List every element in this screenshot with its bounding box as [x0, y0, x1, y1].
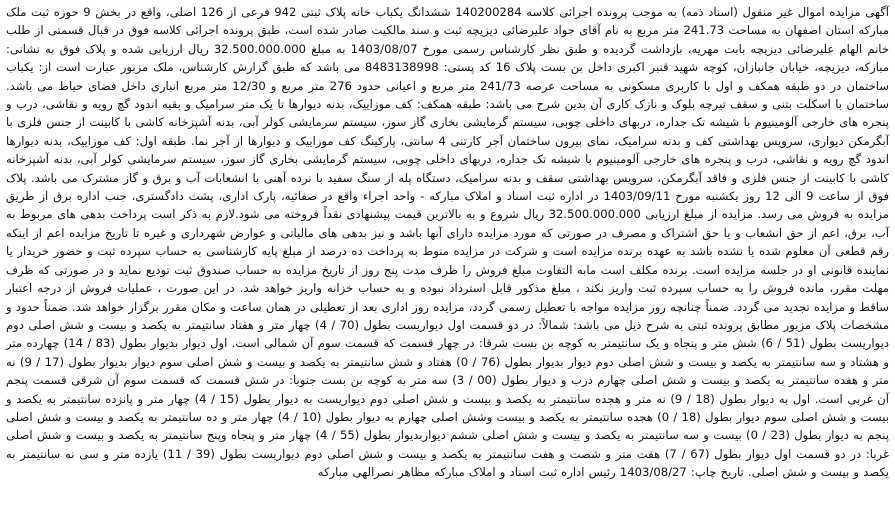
auction-notice-text: آگهی مزایده اموال غیر منقول (اسناد ذمه) به موجب پرونده اجرائی کلاسه 140200284 ششدانگ یکباب خانه پلاک ثبتی 942 فرعی از 126 اصلی، واقع در بخش 9 حوزه ثبت ملک مبارکه استان اصفهان به مساحت 241.73 متر مربع به نام آقای جواد علیرضائی دیزیچه ثبت و سند مالکیت صادر شده است، طبق پرونده اجرائی کلاسه فوق در قبال قسمتی از طلب خانم الهام علیرضائی دیزیچه بابت مهریه، بازداشت گردیده و طبق نظر کارشناس رسمی مورخ 1403/08/07 به مبلغ 32.500.000.000 ریال ارزیابی شده و پلاک فوق به نشانی: مبارکه، دیزیچه، خیابان جانبازان، کوچه شهید قنبر اکبری داخل بن بست پلاک 16 کد پستی: 8483138998 می باشد که طبق گزارش کارشناس، ملک مزبور عبارت است از: یکباب ساختمان در دو طبقه همکف و اول با کاربری مسکونی به مساحت عرصه 241/73 متر مربع و اعیانی حدود 276 متر مربع و 12/30 متر مربع انباری داخل فضای حیاط می باشد. ساختمان با اسکلت بتنی و سقف تیرچه بلوک و نازک کاری آن بدین شرح می باشد: طبقه همکف: کف موزاییک، بدنه دیوارها تا یک متر سرامیک و بقیه اندود گچ رویه و نقاشی، درب و پنجره های خارجی آلومینیوم با شیشه تک جداره، دربهای داخلی چوبی، سیستم گرمایشی بخاری گاز سوز، سیستم سرمایشی کولر آبی، بدنه آشپزخانه کاشی با کابینت از جنس فلزی با آبگرمکن دیواری، سرویس بهداشتی کف و بدنه سرامیک، نمای بیرون ساختمان آجر کارتنی 4 سانتی، پارکینگ کف موزاییک و دیوارها از آجر نما. طبقه اول: کف موزاییک، بدنه دیوارها اندود گچ رویه و نقاشی، درب و پنجره های خارجی آلومینیوم با شیشه تک جداره، دربهای داخلی چوبی، سیستم گرمایشی بخاری گاز سوز، سیستم سرمایشی کولر آبی، بدنه آشپزخانه کاشی با کابینت از جنس فلزی و فاقد آبگرمکن، سرویس بهداشتی سقف و بدنه سرامیک، دستگاه پله از سنگ سفید با نرده آهنی با انشعابات آب و برق و گاز مشترک می باشد. پلاک فوق از ساعت 9 الی 12 روز یکشنبه مورخ 1403/09/11 در اداره ثبت اسناد و املاک مبارکه - واحد اجراء واقع در صفائیه، پارک اداری، پشت دادگستری، جنب اداره برق از طریق مزایده به فروش می رسد. مزایده از مبلغ ارزیابی 32.500.000.000 ریال شروع و به بالاترین قیمت پیشنهادی نقداً فروخته می شود.لازم به ذکر است پرداخت بدهی های مربوط به آب، برق، اعم از حق انشعاب و یا حق اشتراک و مصرف در صورتی که مورد مزایده دارای آنها باشد و نیز بدهی های مالیاتی و عوارض شهرداری و غیره تا تاریخ مزایده اعم از اینکه رقم قطعی آن معلوم شده یا نشده باشد به عهده برنده مزایده است و شرکت در مزایده منوط به پرداخت ده درصد از مبلغ پایه کارشناسی به حساب سپرده ثبت و حضور خریدار یا نماینده قانونی او در جلسه مزایده است. برنده مکلف است مابه التفاوت مبلغ فروش را ظرف مدت پنج روز از تاریخ مزایده به حساب صندوق ثبت تودیع نماید و در صورتی که ظرف مهلت مقرر، مانده فروش را به حساب سپرده ثبت واریز نکند ، مبلغ مذکور قابل استرداد نبوده و به حساب خزانه واریز خواهد شد. در این صورت ، عملیات فروش از درجه اعتبار ساقط و مزایده تجدید می گردد. ضمناً چنانچه روز مزایده مواجه با تعطیل رسمی گردد، مزایده روز اداری بعد از تعطیلی در همان ساعت و مکان مقرر برگزار خواهد شد. ضمناً حدود و مشخصات پلاک مزبور مطابق پرونده ثبتی به شرح ذیل می باشد: شمالاً: در دو قسمت اول دیواریست بطول (70 / 4) چهار متر و هفتاد سانتیمتر به یکصد و بیست و شش اصلی دوم دیواریست بطول (51 / 6) شش متر و پنجاه و یک سانتیمتر به کوچه بن بست شرقا: در چهار قسمت که قسمت سوم آن شمالی است. اول دیوار بدیوار بطول (83 / 14) چهارده متر و هشتاد و سه سانتیمتر به یکصد و بیست و شش اصلی دوم دیوار بدیوار بطول (76 / 0) هفتاد و شش سانتیمتر به یکصد و بیست و شش اصلی سوم دیوار بدیوار بطول (17 / 9) نه متر و هفده سانتیمتر به یکصد و بیست و شش اصلی چهارم درب و دیوار بطول (00 / 3) سه متر به کوچه بن بست جنوبا: در شش قسمت که قسمت سوم آن شرقی قسمت پنجم آن غربی است. اول به دیوار بطول (18 / 9) نه متر و هجده سانتیمتر به یکصد و بیست و شش اصلی دوم دیواریست به دیوار بطول (15 / 4) چهار متر و پانزده سانتیمتر به یکصد و بیست و شش اصلی سوم دیوار بطول (18 / 0) هجده سانتیمتر به یکصد و بیست وشش اصلی چهارم به دیوار بطول (10 / 4) چهار متر و ده سانتیمتر به یکصد و بیست و شش اصلی پنجم به دیوار بطول (23 / 0) بیست و سه سانتیمتر به یکصد و بیست و شش اصلی ششم دیواربدیوار بطول (55 / 4) چهار متر و پنجاه وپنج سانتیمتر به یکصد و بیست و شش اصلی غربا: در دو قسمت اول دیوار بطول (67 / 7) هفت متر و شصت و هفت سانتیمتر به یکصد و بیست و شش اصلی دوم دیواریست بطول (39 / 11) یازده متر و سی نه سانتیمتر به یکصد و بیست و شش اصلی. تاریخ چاپ: 1403/08/27 رئیس اداره ثبت اسناد و املاک مبارکه مظاهر نصرالهی مبارکه: [6, 5, 890, 480]
